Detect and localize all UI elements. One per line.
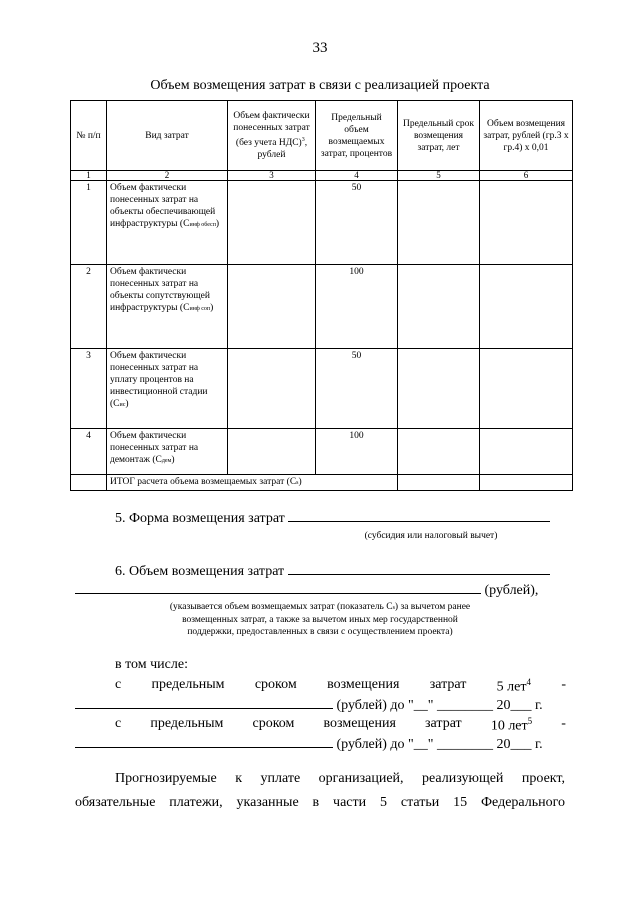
term5-amount-field[interactable]: [75, 708, 333, 709]
row-pct: 50: [316, 181, 398, 265]
section5-label: 5. Форма возмещения затрат: [115, 511, 285, 526]
section6-row: [115, 563, 550, 581]
term5-line: с предельным сроком возмещения затрат 5 лет$^4$ -: [115, 677, 566, 695]
row-sum-cell: [480, 265, 573, 349]
section6-row2: [75, 582, 538, 600]
section5-note: (субсидия или налоговый вычет): [364, 531, 498, 541]
table-row: [71, 429, 573, 475]
paragraph-line-1: Прогнозируемые к уплате организацией, реализующей проект,: [115, 771, 565, 786]
costs-table: [70, 100, 573, 491]
header-num: № п/п: [71, 101, 107, 171]
row-text: Объем фактически понесенных затрат на уплату процентов на инвестиционной стадии (Сис): [107, 349, 228, 429]
term10-amount-field[interactable]: [75, 747, 333, 748]
paragraph-line-2: обязательные платежи, указанные в части 5 статьи 15 Федерального: [75, 795, 565, 810]
header-cost-type: Вид затрат: [107, 101, 228, 171]
row-term-cell: [398, 349, 480, 429]
table-row: [71, 349, 573, 429]
section6-suffix: (рублей),: [484, 583, 539, 598]
reimbursement-volume-field[interactable]: [288, 574, 550, 575]
row-pct: 100: [316, 265, 398, 349]
reimbursement-form-field[interactable]: [288, 521, 550, 522]
row-pct: 50: [316, 349, 398, 429]
row-text: Объем фактически понесенных затрат на объекты сопутствующей инфраструктуры (Синф соп): [107, 265, 228, 349]
row-text: Объем фактически понесенных затрат на демонтаж (Сдем): [107, 429, 228, 475]
section6-note: (указывается объем возмещаемых затрат (показатель Сs) за вычетом ранее возмещенных затрат, а также за вычетом иных мер государственной поддержки, предоставленных в связи с осуществлением проекта): [169, 602, 471, 637]
row-num: 2: [71, 265, 107, 349]
row-sum-cell: [480, 349, 573, 429]
row-actual-cell: [228, 181, 316, 265]
row-num: 3: [71, 349, 107, 429]
row-actual-cell: [228, 349, 316, 429]
row-num: 4: [71, 429, 107, 475]
col-number: 5: [398, 171, 480, 181]
row-num: 1: [71, 181, 107, 265]
term10-amount-row: (рублей) до "__" ________ 20___ г.: [75, 736, 543, 754]
header-limit-volume: Предельный объем возмещаемых затрат, процентов: [316, 101, 398, 171]
row-sum-cell: [480, 429, 573, 475]
total-row: [71, 475, 573, 491]
col-number: 3: [228, 171, 316, 181]
row-term-cell: [398, 429, 480, 475]
col-number: 1: [71, 171, 107, 181]
reimbursement-volume-field-2[interactable]: [75, 593, 481, 594]
header-reimbursement: Объем возмещения затрат, рублей (гр.3 х гр.4) х 0,01: [480, 101, 573, 171]
header-actual-costs: Объем фактически понесенных затрат (без учета НДС)$^3$, рублей: [228, 101, 316, 171]
row-actual-cell: [228, 265, 316, 349]
row-text: Объем фактически понесенных затрат на объекты обеспечивающей инфраструктуры (Синф обесп): [107, 181, 228, 265]
table-title: Объем возмещения затрат в связи с реализацией проекта: [150, 78, 490, 93]
section5-row: [115, 510, 550, 528]
col-number: 4: [316, 171, 398, 181]
row-term-cell: [398, 265, 480, 349]
total-text: ИТОГ расчета объема возмещаемых затрат (Сs): [107, 475, 398, 491]
section6-label: 6. Объем возмещения затрат: [115, 564, 285, 579]
including-label: в том числе:: [115, 657, 188, 672]
table-row: [71, 181, 573, 265]
header-limit-term: Предельный срок возмещения затрат, лет: [398, 101, 480, 171]
col-number: 2: [107, 171, 228, 181]
term5-amount-row: (рублей) до "__" ________ 20___ г.: [75, 697, 543, 715]
column-number-row: [71, 171, 573, 181]
row-actual-cell: [228, 429, 316, 475]
row-sum-cell: [480, 181, 573, 265]
table-row: [71, 265, 573, 349]
page-number: 33: [312, 40, 328, 56]
term10-line: с предельным сроком возмещения затрат 10 лет$^5$ -: [115, 716, 566, 734]
row-term-cell: [398, 181, 480, 265]
table-header-row: [71, 101, 573, 171]
row-pct: 100: [316, 429, 398, 475]
col-number: 6: [480, 171, 573, 181]
